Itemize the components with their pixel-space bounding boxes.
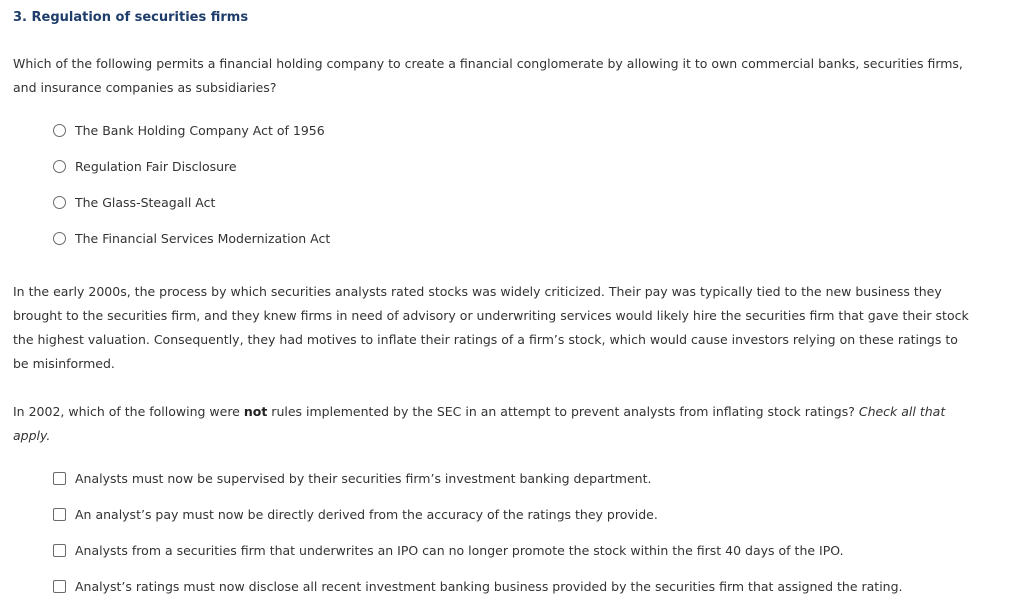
radio-option-label[interactable]: The Glass-Steagall Act — [75, 194, 216, 210]
checkbox-option[interactable] — [53, 532, 903, 568]
context-passage: In the early 2000s, the process by which securities analysts rated stocks was widely criticized. Their pay was typically tied to the new business they brought to the securities firm, and they knew firms in need of advisory or underwriting services would likely hire the securities firm that gave their stock the highest valuation. Consequently, they had motives to inflate their ratings of a firm’s stock, which would cause investors relying on these ratings to be misinformed. — [13, 284, 969, 371]
question-1-prompt: Which of the following permits a financial holding company to create a financial conglomerate by allowing it to own commercial banks, securities firms, and insurance companies as subsidiaries? — [13, 56, 963, 95]
checkbox-option-label[interactable]: An analyst’s pay must now be directly derived from the accuracy of the ratings they provide. — [75, 506, 658, 522]
radio-button-icon[interactable] — [53, 124, 66, 137]
radio-button-icon[interactable] — [53, 160, 66, 173]
checkbox-option[interactable] — [53, 568, 903, 604]
checkbox-option-label[interactable]: Analyst’s ratings must now disclose all recent investment banking business provided by the securities firm that assigned the rating. — [75, 578, 903, 594]
radio-option[interactable] — [53, 148, 330, 184]
question-2-options — [53, 460, 903, 604]
question-2-prompt — [13, 400, 973, 448]
checkbox-icon[interactable] — [53, 472, 66, 485]
question-2-emphasis: not — [243, 404, 268, 419]
checkbox-icon[interactable] — [53, 580, 66, 593]
radio-option-label[interactable]: The Financial Services Modernization Act — [75, 230, 331, 246]
radio-option[interactable] — [53, 184, 330, 220]
question-1-options — [53, 112, 330, 256]
radio-button-icon[interactable] — [53, 196, 66, 209]
checkbox-icon[interactable] — [53, 508, 66, 521]
checkbox-option-label[interactable]: Analysts from a securities firm that underwrites an IPO can no longer promote the stock within the first 40 days of the IPO. — [75, 542, 844, 558]
question-2-instruction: Check all that apply. — [13, 404, 946, 443]
section-title: 3. Regulation of securities firms — [13, 10, 249, 25]
question-2-prompt-end: rules implemented by the SEC in an attempt to prevent analysts from inflating stock ratings? — [267, 404, 859, 419]
radio-option-label[interactable]: Regulation Fair Disclosure — [75, 158, 237, 174]
question-2-prompt-start: In 2002, which of the following were — [13, 404, 244, 419]
radio-option-label[interactable]: The Bank Holding Company Act of 1956 — [75, 122, 325, 138]
checkbox-option[interactable] — [53, 460, 903, 496]
checkbox-option-label[interactable]: Analysts must now be supervised by their securities firm’s investment banking department. — [75, 470, 652, 486]
radio-option[interactable] — [53, 112, 330, 148]
radio-option[interactable] — [53, 220, 330, 256]
checkbox-icon[interactable] — [53, 544, 66, 557]
checkbox-option[interactable] — [53, 496, 903, 532]
radio-button-icon[interactable] — [53, 232, 66, 245]
